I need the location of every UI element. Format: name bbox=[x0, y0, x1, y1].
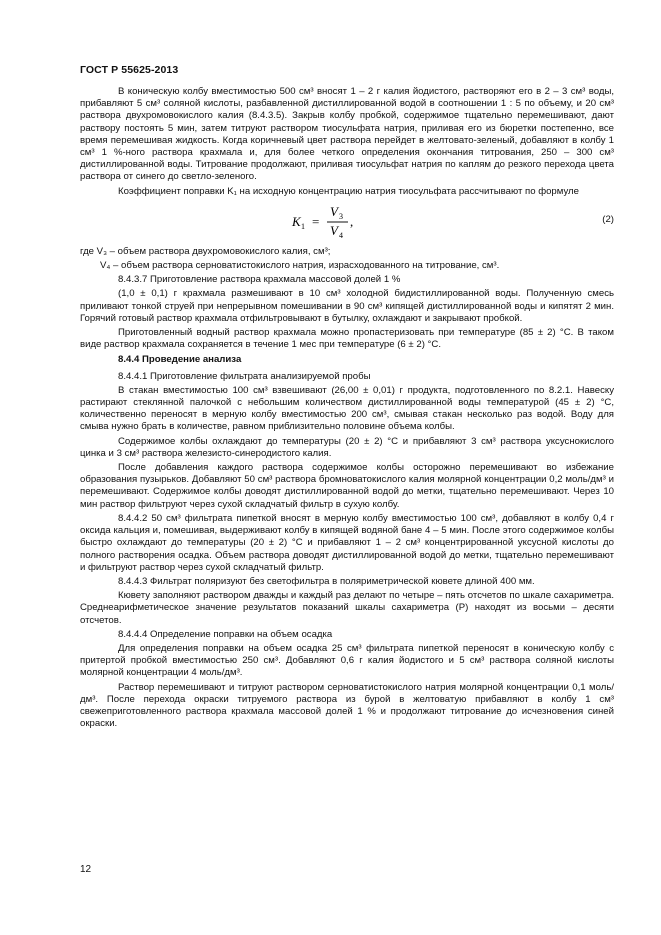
formula-numerator: V bbox=[330, 203, 338, 219]
paragraph: 8.4.4.3 Фильтрат поляризуют без светофильтра в поляриметрической кювете длиной 400 мм. bbox=[118, 575, 535, 587]
paragraph: Раствор перемешивают и титруют раствором серноватистокислого натрия молярной концентрации 0,1 моль/дм³. После перехода окраски титруемого раствора из бурой в желтоватую прибавляют в колбу 1 см³ свежеприготовленного раствора крахмала массовой долей 1 % и продолжают титрование до исчезновения синей окраски. bbox=[80, 681, 614, 730]
paragraph: (1,0 ± 0,1) г крахмала размешивают в 10 см³ холодной бидистиллированной воды. Полученную смесь приливают тонкой струей при непрерывном помешивании в 90 см³ кипящей дистиллированной воды и кипятят 2 мин. Горячий готовый раствор крахмала отфильтровывают в бутылку, охлаждают и закрывают пробкой. bbox=[80, 288, 614, 324]
subsection-title: 8.4.4.1 Приготовление фильтрата анализируемой пробы bbox=[118, 370, 371, 382]
formula-equals: = bbox=[312, 213, 320, 229]
subsection-title: 8.4.3.7 Приготовление раствора крахмала массовой долей 1 % bbox=[118, 274, 401, 286]
formula-comma: , bbox=[350, 213, 354, 229]
legend-line: где V₃ – объем раствора двухромовокислого калия, см³; bbox=[80, 245, 331, 257]
subsection-title: 8.4.4.4 Определение поправки на объем осадка bbox=[118, 628, 333, 640]
formula-lhs: K bbox=[292, 213, 301, 229]
page-number: 12 bbox=[80, 864, 92, 875]
paragraph: Для определения поправки на объем осадка 25 см³ фильтрата пипеткой переносят в коническую колбу с притертой пробкой вместимостью 250 см³. Добавляют 0,6 г калия йодистого и 5 см³ раствора соляной кислоты молярной концентрации 4 моль/дм³. bbox=[80, 642, 614, 679]
paragraph: Коэффициент поправки K₁ на исходную концентрацию натрия тиосульфата рассчитывают по формуле bbox=[118, 185, 579, 197]
document-body bbox=[80, 86, 614, 732]
paragraph: Кювету заполняют раствором дважды и каждый раз делают по четыре – пять отсчетов по шкале сахариметра. Среднеарифметическое значение результатов показаний шкалы сахариметра (P) находят из восьми – десяти отсчетов. bbox=[80, 590, 614, 626]
formula-denominator: V bbox=[330, 222, 338, 238]
formula-numerator-sub: 3 bbox=[339, 211, 343, 221]
formula-lhs-sub: 1 bbox=[301, 221, 305, 231]
paragraph: Приготовленный водный раствор крахмала можно пропастеризовать при температуре (85 ± 2) °С. В таком виде раствор крахмала сохраняется в течение 1 мес при температуре (6 ± 2) °С. bbox=[80, 327, 614, 351]
paragraph: После добавления каждого раствора содержимое колбы осторожно перемешивают во избежание образования пузырьков. Добавляют 50 см³ раствора бромноватокислого калия молярной концентрации 0,2 моль/дм³ и перемешивают. Содержимое колбы доводят дистиллированной водой до метки, тщательно перемешивают. Через 10 мин раствор фильтруют через сухой складчатый фильтр в сухую колбу. bbox=[80, 462, 614, 510]
formula-denominator-sub: 4 bbox=[339, 230, 343, 240]
paragraph: 8.4.4.2 50 см³ фильтрата пипеткой вносят в мерную колбу вместимостью 100 см³, добавляют в колбу 0,4 г оксида кальция и, помешивая, выдерживают колбу в кипящей водяной бане 4 – 5 мин. После этого содержимое колбы быстро охлаждают до температуры (20 ± 2) °С и прибавляют 1 – 2 см³ концентрированной уксусной кислоты до полного растворения осадка. Объем раствора доводят дистиллированной водой до метки, тщательно перемешивают и фильтруют раствор через сухой складчатый фильтр. bbox=[80, 512, 614, 573]
formula-number: (2) bbox=[602, 213, 614, 225]
formula-2 bbox=[80, 202, 614, 242]
paragraph: В коническую колбу вместимостью 500 см³ вносят 1 – 2 г калия йодистого, растворяют его в 2 – 3 см³ воды, прибавляют 5 см³ соляной кислоты, разбавленной дистиллированной водой в соотношении 1 : 5 по объему, и 20 см³ раствора двухромовокислого калия (8.4.3.5). Закрыв колбу пробкой, содержимое тщательно перемешивают, дают раствору постоять 5 мин, затем титруют раствором тиосульфата натрия, приливая его из бюретки постепенно, все время перемешивая жидкость. Когда коричневый цвет раствора перейдет в желтовато-зеленый, добавляют в колбу 1 см³ 1 %-ного раствора крахмала и, для более четкого определения окончания титрования, 250 – 300 см³ дистиллированной воды. Титрование продолжают, приливая тиосульфат натрия по каплям до резкого перехода цвета раствора от синего до светло-зеленого. bbox=[80, 86, 614, 183]
document-header: ГОСТ Р 55625-2013 bbox=[80, 64, 179, 76]
section-heading: 8.4.4 Проведение анализа bbox=[118, 354, 242, 366]
formula-graphic bbox=[290, 202, 410, 242]
legend-line: V₄ – объем раствора серноватистокислого натрия, израсходованного на титрование, см³. bbox=[100, 260, 500, 272]
paragraph: В стакан вместимостью 100 см³ взвешивают (26,00 ± 0,01) г продукта, подготовленного по 8.2.1. Навеску растирают стеклянной палочкой с небольшим количеством дистиллированной воды температурой (45 ± 2) °С, количественно переносят в мерную колбу вместимостью 200 см³, смывая стакан несколько раз водой. Воду для смыва нужно брать в количестве, равном приблизительно половине объема колбы. bbox=[80, 384, 614, 433]
paragraph: Содержимое колбы охлаждают до температуры (20 ± 2) °С и прибавляют 3 см³ раствора уксуснокислого цинка и 3 см³ раствора железисто-синеродистого калия. bbox=[80, 435, 614, 459]
